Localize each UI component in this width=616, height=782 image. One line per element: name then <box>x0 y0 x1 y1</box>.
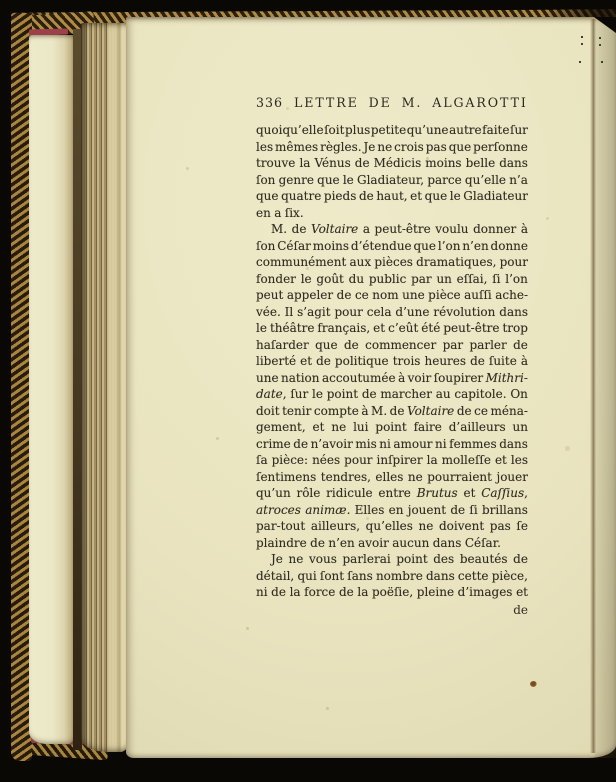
text-line: par-tout ailleurs, qu’elles ne doivent pas ſe <box>256 519 528 533</box>
text-line: liberté et de politique trois heures de ſuite à <box>256 354 528 368</box>
catchword: de <box>513 603 528 617</box>
text-line: date, ſur le point de marcher au capitole. On <box>256 387 528 401</box>
stain-spot <box>530 681 537 687</box>
text-line: atroces animæ. Elles en jouent de ſi brillans <box>256 502 528 517</box>
text-line: vée. Il s’agit pour cela d’une révolution dans <box>256 304 528 319</box>
book-page <box>126 17 616 758</box>
text-line: plaindre de n’en avoir aucun dans Céſar. <box>256 535 501 550</box>
text-line: ſon genre que le Gladiateur, parce qu’elle n’a <box>256 172 528 187</box>
text-line: trouve la Vénus de Médicis moins belle dans <box>256 156 528 170</box>
text-line: une nation accoutumée à voir ſoupirer Mithri- <box>256 370 528 385</box>
text-line: communément aux pièces dramatiques, pour <box>256 255 528 269</box>
text-line: M. de Voltaire a peut-être voulu donner à <box>271 222 528 236</box>
gutter-crease <box>590 19 596 753</box>
text-line: qu’un rôle ridicule entre Brutus et Caſſius, <box>256 486 528 500</box>
text-line: ſentimens tendres, elles ne pourraient jouer <box>256 469 528 484</box>
facing-blank-page <box>29 35 74 744</box>
text-line: crime de n’avoir mis ni amour ni femmes dans <box>256 436 528 451</box>
text-line: le théâtre français, et c’eût été peut-être trop <box>256 321 528 335</box>
page-header <box>256 95 541 110</box>
text-block <box>256 122 528 601</box>
text-line: en a ſix. <box>256 205 304 220</box>
text-line: fonder le goût du public par un eſſai, ſi l’on <box>256 271 528 286</box>
ink-bleed-dots <box>581 36 583 38</box>
text-line: détail, qui ſont ſans nombre dans cette pièce, <box>256 568 528 583</box>
foxing-spots <box>126 17 129 20</box>
text-line: ſon Céſar moins d’étendue que l’on n’en donne <box>256 238 528 253</box>
text-line: doit tenir compte à M. de Voltaire de ce ména- <box>256 403 528 418</box>
text-line: gement, et ne lui point faire d’ailleurs un <box>256 420 528 434</box>
gutter-shade <box>595 17 616 758</box>
page-number: 336 <box>256 95 284 110</box>
text-line: Je ne vous parlerai point des beautés de <box>271 552 528 566</box>
text-line: ſa pièce: nées pour inſpirer la molleſſe et les <box>256 453 528 467</box>
text-line: que quatre pieds de haut, et que le Gladiateur <box>256 189 528 203</box>
text-line: les mêmes règles. Je ne crois pas que perſonne <box>256 139 528 154</box>
text-line: haſarder que de commencer par parler de <box>256 337 528 352</box>
running-title: LETTRE DE M. ALGAROTTI <box>294 95 528 110</box>
text-line: quoiqu’elle ſoit plus petite qu’une autre faite ſur <box>256 123 528 137</box>
text-line: peut appeler de ce nom une pièce auſſi ache- <box>256 288 528 302</box>
text-line: ni de la force de la poëſie, pleine d’images et <box>256 585 528 599</box>
page-edge-stack <box>81 23 128 752</box>
